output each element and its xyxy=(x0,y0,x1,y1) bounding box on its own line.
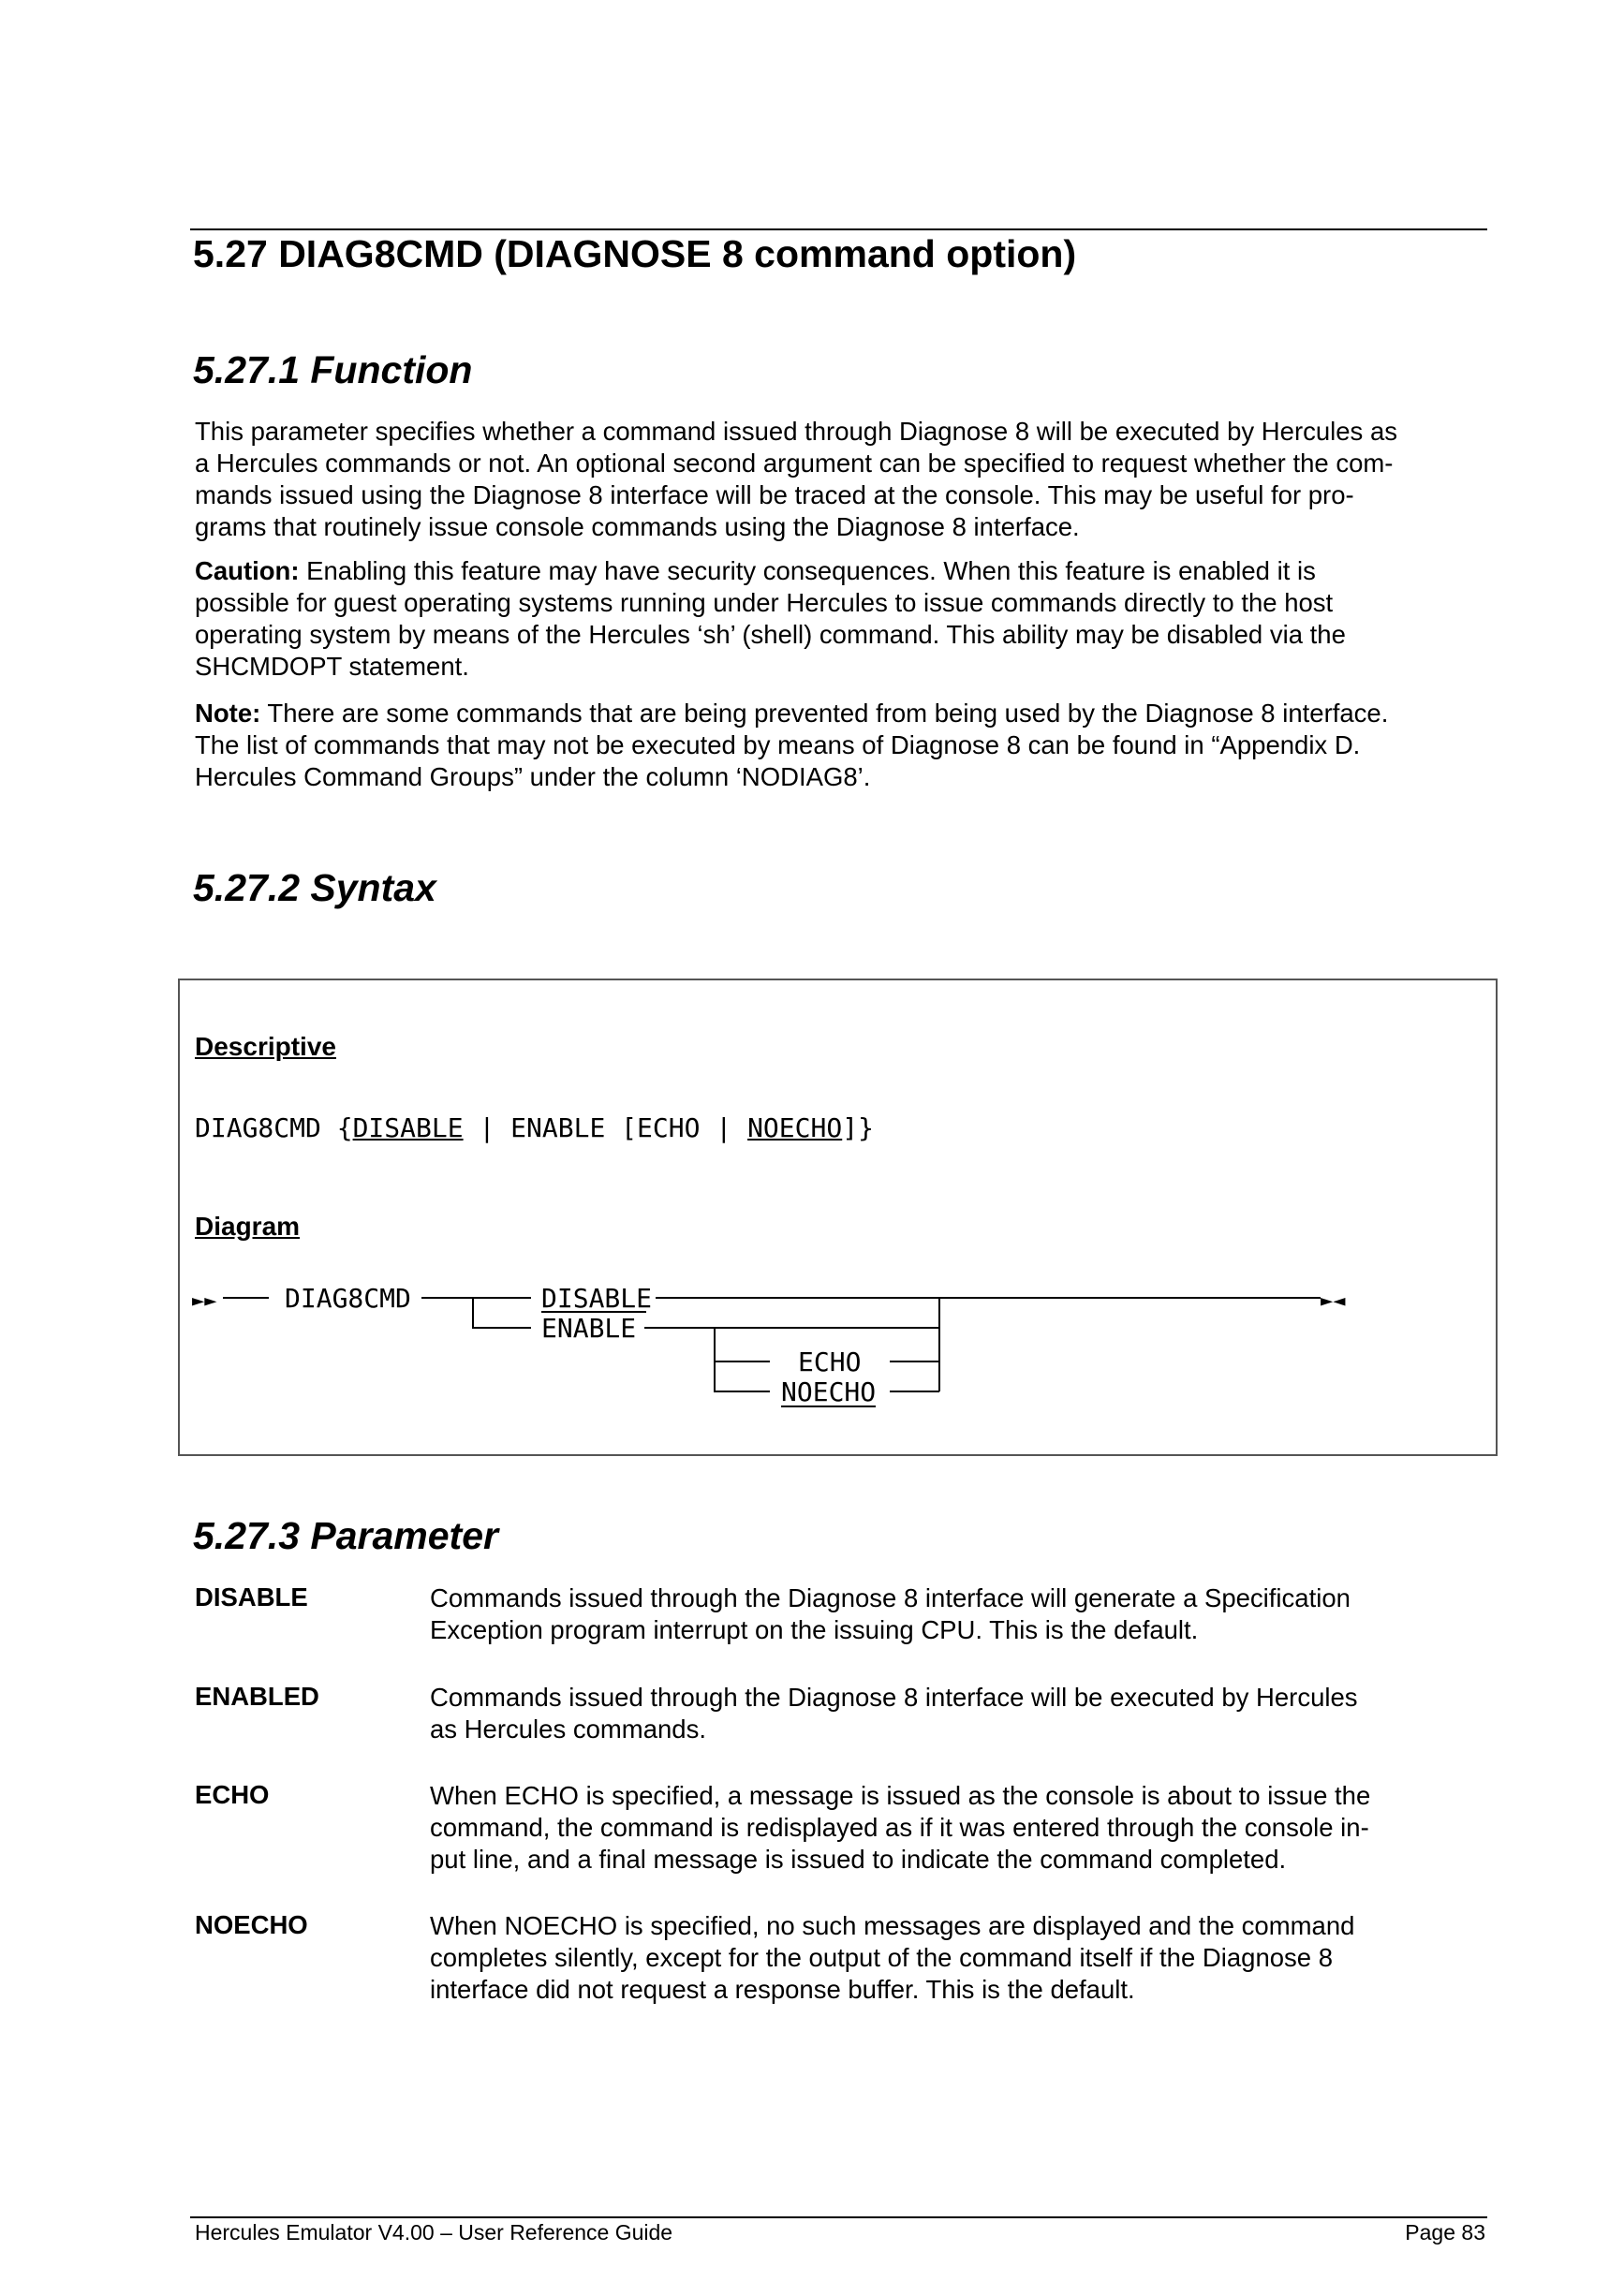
diagram-end-marker: ►◄ xyxy=(1321,1289,1346,1313)
desc-open-brace: { xyxy=(320,1112,353,1143)
diagram-enable: ENABLE xyxy=(541,1313,637,1344)
caution-line: SHCMDOPT statement. xyxy=(195,652,469,681)
diagram-cmd: DIAG8CMD xyxy=(285,1283,411,1314)
caution-line: possible for guest operating systems running under Hercules to issue commands directly to the host xyxy=(195,588,1334,617)
diagram-line xyxy=(715,1328,770,1391)
function-line: a Hercules commands or not. An optional second argument can be specified to request whether the com- xyxy=(195,449,1394,478)
caution-label: Caution: xyxy=(195,556,300,585)
desc-disable: DISABLE xyxy=(352,1112,464,1143)
param-term-disable: DISABLE xyxy=(195,1582,308,1612)
param-desc-line: Commands issued through the Diagnose 8 interface will be executed by Hercules xyxy=(430,1683,1358,1712)
param-term-noecho: NOECHO xyxy=(195,1910,308,1939)
note-line: Hercules Command Groups” under the column ‘NODIAG8’. xyxy=(195,762,871,791)
param-desc-echo xyxy=(430,1780,1460,1876)
param-desc-line: completes silently, except for the output of the command itself if the Diagnose 8 xyxy=(430,1943,1334,1972)
param-desc-line: Commands issued through the Diagnose 8 interface will generate a Specification xyxy=(430,1583,1351,1612)
diagram-echo: ECHO xyxy=(798,1347,862,1377)
desc-sep2: | xyxy=(700,1112,748,1143)
desc-sep1: | xyxy=(463,1112,511,1143)
param-desc-disable xyxy=(430,1582,1460,1646)
desc-close: ]} xyxy=(842,1112,874,1143)
note-label: Note: xyxy=(195,699,261,728)
footer-title: Hercules Emulator V4.00 – User Reference Guide xyxy=(195,2220,673,2244)
desc-noecho: NOECHO xyxy=(747,1112,843,1143)
param-desc-line: When NOECHO is specified, no such messages are displayed and the command xyxy=(430,1911,1355,1940)
desc-open-bracket: [ xyxy=(605,1112,638,1143)
param-term-enabled: ENABLED xyxy=(195,1682,319,1711)
desc-enable: ENABLE xyxy=(510,1112,606,1143)
function-line: mands issued using the Diagnose 8 interface will be traced at the console. This may be useful for pro- xyxy=(195,480,1354,509)
param-desc-line: command, the command is redisplayed as if it was entered through the console in- xyxy=(430,1813,1369,1842)
footer-rule xyxy=(190,2216,1487,2218)
param-desc-noecho xyxy=(430,1910,1460,2006)
param-term-echo: ECHO xyxy=(195,1780,270,1809)
section-title: 5.27 DIAG8CMD (DIAGNOSE 8 command option) xyxy=(193,232,1077,275)
function-heading: 5.27.1 Function xyxy=(193,348,473,391)
param-desc-line: put line, and a final message is issued to indicate the command completed. xyxy=(430,1845,1287,1874)
descriptive-label: Descriptive xyxy=(195,1032,336,1061)
caution-line: operating system by means of the Hercules ‘sh’ (shell) command. This ability may be disabled via the xyxy=(195,620,1346,649)
param-desc-enabled xyxy=(430,1682,1460,1745)
syntax-heading: 5.27.2 Syntax xyxy=(193,866,436,909)
diagram-disable: DISABLE xyxy=(541,1283,653,1314)
parameter-heading: 5.27.3 Parameter xyxy=(193,1514,498,1557)
param-desc-line: as Hercules commands. xyxy=(430,1715,706,1744)
desc-echo: ECHO xyxy=(637,1112,701,1143)
function-line: This parameter specifies whether a command issued through Diagnose 8 will be executed by Hercules as xyxy=(195,417,1397,446)
note-line: There are some commands that are being prevented from being used by the Diagnose 8 interface. xyxy=(260,699,1389,728)
param-desc-line: When ECHO is specified, a message is issued as the console is about to issue the xyxy=(430,1781,1371,1810)
page-number: Page 83 xyxy=(1405,2220,1485,2244)
diagram-noecho: NOECHO xyxy=(781,1376,877,1407)
diagram-start-marker: ►► xyxy=(192,1289,217,1313)
diagram-label: Diagram xyxy=(195,1212,301,1241)
desc-cmd: DIAG8CMD xyxy=(195,1112,321,1143)
note-line: The list of commands that may not be executed by means of Diagnose 8 can be found in “Appendix D. xyxy=(195,730,1361,759)
caution-line: Enabling this feature may have security consequences. When this feature is enabled it is xyxy=(299,556,1316,585)
function-line: grams that routinely issue console commands using the Diagnose 8 interface. xyxy=(195,512,1080,541)
diagram-line xyxy=(473,1298,531,1328)
param-desc-line: interface did not request a response buffer. This is the default. xyxy=(430,1975,1135,2004)
param-desc-line: Exception program interrupt on the issuing CPU. This is the default. xyxy=(430,1615,1199,1644)
